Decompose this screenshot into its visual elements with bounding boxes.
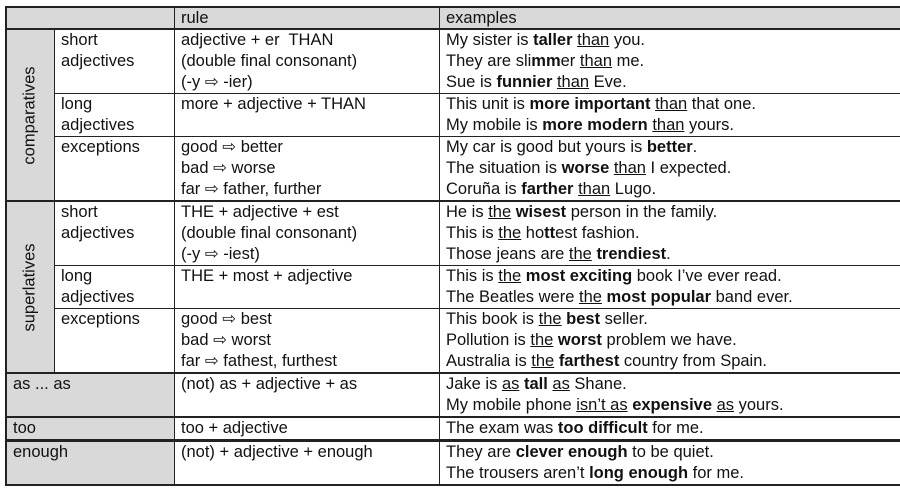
bold-term: clever enough bbox=[515, 443, 628, 461]
text-segment: for me. bbox=[688, 464, 744, 482]
underlined-term: the bbox=[568, 245, 592, 263]
row-superlative-short-rule bbox=[175, 202, 440, 266]
text-segment: The trousers aren’t bbox=[446, 464, 590, 482]
underlined-term: than bbox=[655, 95, 688, 113]
text-segment: yours. bbox=[734, 396, 784, 414]
example-line bbox=[446, 330, 894, 351]
group-superlatives bbox=[7, 202, 55, 374]
example-line bbox=[446, 51, 894, 72]
rule-line: far ⇨ fathest, furthest bbox=[181, 352, 337, 370]
example-line bbox=[446, 158, 894, 179]
underlined-term: the bbox=[531, 352, 555, 370]
rule-line: (not) + adjective + enough bbox=[181, 443, 373, 461]
row-label-line: adjectives bbox=[61, 288, 135, 306]
example-line bbox=[446, 179, 894, 200]
row-label-line: adjectives bbox=[61, 224, 135, 242]
example-line bbox=[446, 442, 894, 463]
rule-line: bad ⇨ worse bbox=[181, 159, 276, 177]
group-comparatives-label: comparatives bbox=[21, 65, 39, 165]
text-segment: problem we have. bbox=[601, 331, 737, 349]
row-superlative-long-name bbox=[55, 266, 175, 309]
example-line bbox=[446, 374, 894, 395]
row-label-line: exceptions bbox=[61, 310, 140, 328]
bold-term: tt bbox=[544, 224, 556, 242]
text-segment: They are bbox=[446, 443, 516, 461]
text-segment: book I’ve ever read. bbox=[632, 267, 782, 285]
rule-line: THE + adjective + est bbox=[181, 203, 339, 221]
text-segment: yours. bbox=[684, 116, 734, 134]
example-line bbox=[446, 287, 894, 308]
row-superlative-short-examples bbox=[440, 202, 900, 266]
rule-line: good ⇨ better bbox=[181, 138, 283, 156]
text-segment: I expected. bbox=[645, 159, 732, 177]
text-segment: My car is good but yours is bbox=[446, 138, 647, 156]
text-segment: er bbox=[560, 52, 580, 70]
text-segment: My mobile phone bbox=[446, 396, 577, 414]
underlined-term: as bbox=[716, 396, 735, 414]
example-line bbox=[446, 418, 894, 439]
row-label-line: exceptions bbox=[61, 138, 140, 156]
rule-line: too + adjective bbox=[181, 419, 288, 437]
text-segment: This is bbox=[446, 267, 499, 285]
row-comparative-exceptions-examples bbox=[440, 137, 900, 202]
text-segment: Those jeans are bbox=[446, 245, 569, 263]
text-segment: Lugo. bbox=[610, 180, 657, 198]
group-superlatives-label: superlatives bbox=[21, 242, 40, 332]
row-comparative-exceptions-name bbox=[55, 137, 175, 202]
bold-term: worse bbox=[561, 159, 610, 177]
bold-term: mm bbox=[531, 52, 561, 70]
bold-term: most popular bbox=[606, 288, 712, 306]
underlined-term: than bbox=[613, 159, 646, 177]
row-too-name bbox=[7, 418, 175, 442]
text-segment: seller. bbox=[600, 310, 648, 328]
row-comparative-long-name bbox=[55, 94, 175, 137]
row-superlative-short-name bbox=[55, 202, 175, 266]
text-segment: person in the family. bbox=[566, 203, 718, 221]
underlined-term: than bbox=[652, 116, 685, 134]
bold-term: farthest bbox=[558, 352, 620, 370]
underlined-term: the bbox=[488, 203, 512, 221]
example-line bbox=[446, 94, 894, 115]
text-segment: Australia is bbox=[446, 352, 532, 370]
text-segment: This unit is bbox=[446, 95, 530, 113]
bold-term: worst bbox=[557, 331, 602, 349]
row-enough-name bbox=[7, 442, 175, 484]
underlined-term: the bbox=[530, 331, 554, 349]
row-comparative-exceptions-rule bbox=[175, 137, 440, 202]
underlined-term: the bbox=[498, 267, 522, 285]
text-segment: They are sli bbox=[446, 52, 532, 70]
bold-term: best bbox=[566, 310, 601, 328]
group-comparatives bbox=[7, 30, 55, 202]
underlined-term: as bbox=[552, 375, 570, 393]
text-segment: country from Spain. bbox=[619, 352, 767, 370]
example-line bbox=[446, 72, 894, 93]
bold-term: trendiest bbox=[596, 245, 667, 263]
row-as-as-rule bbox=[175, 374, 440, 418]
bold-term: more modern bbox=[542, 116, 648, 134]
header-rule: rule bbox=[175, 8, 440, 30]
row-label-line: long bbox=[61, 95, 93, 113]
example-line bbox=[446, 266, 894, 287]
row-label-line: enough bbox=[13, 443, 69, 461]
text-segment: you. bbox=[609, 31, 646, 49]
example-line bbox=[446, 202, 894, 223]
text-segment: Coruña is bbox=[446, 180, 522, 198]
header-examples: examples bbox=[440, 8, 900, 30]
header-blank bbox=[7, 8, 175, 30]
bold-term: expensive bbox=[632, 396, 713, 414]
row-label-line: adjectives bbox=[61, 116, 135, 134]
example-line bbox=[446, 309, 894, 330]
text-segment: est fashion. bbox=[555, 224, 640, 242]
bold-term: long enough bbox=[589, 464, 689, 482]
text-segment: My sister is bbox=[446, 31, 534, 49]
row-superlative-exceptions-rule bbox=[175, 309, 440, 374]
underlined-term: as bbox=[501, 375, 520, 393]
text-segment: The Beatles were bbox=[446, 288, 579, 306]
underlined-term: than bbox=[579, 52, 613, 70]
row-comparative-long-examples bbox=[440, 94, 900, 137]
row-superlative-exceptions-name bbox=[55, 309, 175, 374]
row-superlative-long-examples bbox=[440, 266, 900, 309]
text-segment: Jake is bbox=[446, 375, 502, 393]
bold-term: too difficult bbox=[557, 419, 648, 437]
underlined-term: the bbox=[578, 288, 602, 306]
row-label-line: short bbox=[61, 203, 98, 221]
row-comparative-short-rule bbox=[175, 30, 440, 94]
text-segment: band ever. bbox=[711, 288, 793, 306]
text-segment: ho bbox=[521, 224, 545, 242]
bold-term: farther bbox=[521, 180, 574, 198]
row-superlative-long-rule bbox=[175, 266, 440, 309]
grammar-table bbox=[5, 6, 900, 486]
bold-term: more important bbox=[529, 95, 651, 113]
row-label-line: too bbox=[13, 419, 36, 437]
row-enough-examples bbox=[440, 442, 900, 484]
text-segment: My mobile is bbox=[446, 116, 543, 134]
text-segment: . bbox=[692, 138, 698, 156]
row-label-line: long bbox=[61, 267, 93, 285]
text-segment: Pollution is bbox=[446, 331, 531, 349]
row-comparative-short-name bbox=[55, 30, 175, 94]
underlined-term: than bbox=[556, 73, 590, 91]
rule-line: THE + most + adjective bbox=[181, 267, 353, 285]
rule-line: adjective + er THAN bbox=[181, 31, 334, 49]
text-segment: . bbox=[666, 245, 671, 263]
text-segment: Sue is bbox=[446, 73, 497, 91]
text-segment: Eve. bbox=[589, 73, 627, 91]
rule-line: (-y ⇨ -ier) bbox=[181, 73, 253, 91]
rule-line: (-y ⇨ -iest) bbox=[181, 245, 260, 263]
rule-line: (not) as + adjective + as bbox=[181, 375, 358, 393]
bold-term: tall bbox=[523, 375, 548, 393]
rule-line: bad ⇨ worst bbox=[181, 331, 271, 349]
row-label-line: adjectives bbox=[61, 52, 135, 70]
example-line bbox=[446, 395, 894, 416]
bold-term: funnier bbox=[496, 73, 553, 91]
row-label-line: short bbox=[61, 31, 98, 49]
bold-term: most exciting bbox=[525, 267, 633, 285]
row-superlative-exceptions-examples bbox=[440, 309, 900, 374]
row-as-as-examples bbox=[440, 374, 900, 418]
rule-line: (double final consonant) bbox=[181, 52, 358, 70]
underlined-term: the bbox=[498, 224, 522, 242]
rule-line: more + adjective + THAN bbox=[181, 95, 366, 113]
underlined-term: than bbox=[577, 31, 610, 49]
rule-line: (double final consonant) bbox=[181, 224, 358, 242]
row-label-line: as ... as bbox=[13, 375, 71, 393]
underlined-term: the bbox=[538, 310, 562, 328]
text-segment: He is bbox=[446, 203, 489, 221]
bold-term: better bbox=[646, 138, 693, 156]
example-line bbox=[446, 463, 894, 484]
bold-term: wisest bbox=[515, 203, 567, 221]
row-as-as-name bbox=[7, 374, 175, 418]
text-segment: This book is bbox=[446, 310, 539, 328]
example-line bbox=[446, 30, 894, 51]
example-line bbox=[446, 137, 894, 158]
rule-line: good ⇨ best bbox=[181, 310, 272, 328]
text-segment: Shane. bbox=[569, 375, 627, 393]
text-segment: for me. bbox=[647, 419, 704, 437]
text-segment: The exam was bbox=[446, 419, 558, 437]
text-segment: This is bbox=[446, 224, 499, 242]
text-segment: me. bbox=[612, 52, 645, 70]
underlined-term: isn’t as bbox=[576, 396, 628, 414]
text-segment: The situation is bbox=[446, 159, 562, 177]
row-comparative-short-examples bbox=[440, 30, 900, 94]
rule-line: far ⇨ father, further bbox=[181, 180, 322, 198]
bold-term: taller bbox=[533, 31, 573, 49]
text-segment: that one. bbox=[687, 95, 756, 113]
example-line bbox=[446, 351, 894, 372]
example-line bbox=[446, 223, 894, 244]
example-line bbox=[446, 115, 894, 136]
text-segment: to be quiet. bbox=[627, 443, 714, 461]
row-enough-rule bbox=[175, 442, 440, 484]
row-too-examples bbox=[440, 418, 900, 442]
row-comparative-long-rule bbox=[175, 94, 440, 137]
example-line bbox=[446, 244, 894, 265]
row-too-rule bbox=[175, 418, 440, 442]
underlined-term: than bbox=[578, 180, 611, 198]
